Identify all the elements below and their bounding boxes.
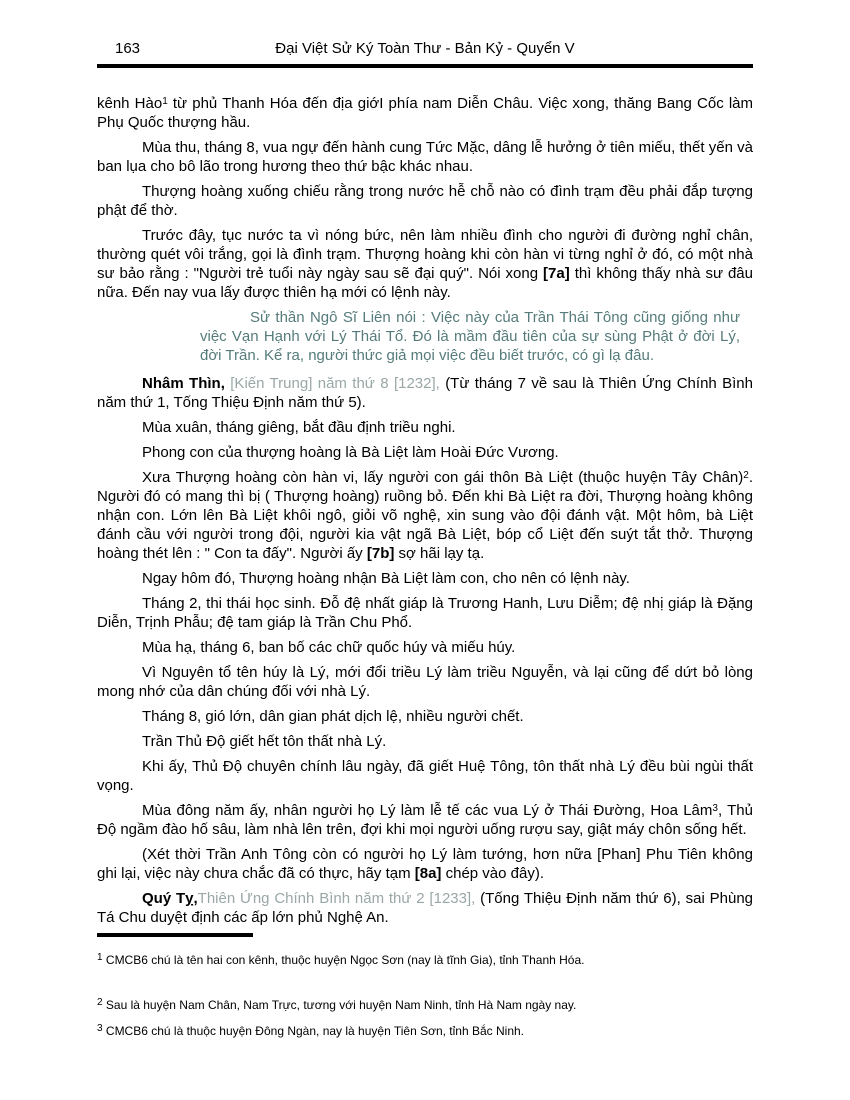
- footnote-text: Sau là huyện Nam Chân, Nam Trực, tương với huyện Nam Ninh, tỉnh Hà Nam ngày nay.: [102, 998, 577, 1012]
- text-segment: 1: [162, 96, 168, 107]
- text-segment: từ phủ Thanh Hóa đến địa giớI phía nam Diễn Châu. Việc xong, thăng Bang Cốc làm Phụ Quốc thượng hầu.: [97, 95, 753, 131]
- text-segment: Ngay hôm đó, Thượng hoàng nhận Bà Liệt làm con, cho nên có lệnh này.: [142, 570, 630, 587]
- text-segment: 3: [712, 803, 718, 814]
- paragraph: [97, 374, 753, 412]
- paragraph: [97, 757, 753, 795]
- footnote: [97, 953, 753, 968]
- text-segment: (Từ tháng 7 về sau là Thiên Ứng Chính Bình năm thứ 1, Tống Thiệu Định năm thứ 5).: [97, 375, 753, 411]
- text-segment: kênh Hào: [97, 95, 163, 112]
- paragraph: [97, 638, 753, 657]
- page-header: [97, 40, 753, 68]
- page-title: Đại Việt Sử Ký Toàn Thư - Bản Kỷ - Quyển V: [275, 40, 575, 57]
- text-segment: Nhâm Thìn,: [142, 375, 231, 392]
- text-segment: [Kiến Trung] năm thứ 8 [1232],: [230, 375, 446, 392]
- text-segment: [7a]: [543, 265, 570, 282]
- text-segment: Quý Tỵ,: [142, 890, 198, 907]
- text-segment: Thiên Ứng Chính Bình năm thứ 2 [1233],: [197, 890, 481, 907]
- footnote-marker: 3: [97, 1023, 103, 1034]
- text-segment: Xưa Thượng hoàng còn hàn vi, lấy người con gái thôn Bà Liệt (thuộc huyện Tây Chân): [142, 469, 744, 486]
- paragraph: [97, 418, 753, 437]
- text-segment: sợ hãi lạy tạ.: [394, 545, 485, 562]
- footnote: [97, 1024, 753, 1039]
- text-segment: Tháng 2, thi thái học sinh. Đỗ đệ nhất giáp là Trương Hanh, Lưu Diễm; đệ nhị giáp là Đặng Diễn, Trịnh Phẫu; đệ tam giáp là Trần Chu Phổ.: [97, 595, 753, 631]
- text-segment: Khi ấy, Thủ Độ chuyên chính lâu ngày, đã giết Huệ Tông, tôn thất nhà Lý đều bùi ngùi thất vọng.: [97, 758, 753, 794]
- text-segment: Mùa xuân, tháng giêng, bắt đầu định triều nghi.: [142, 419, 456, 436]
- text-segment: Tháng 8, gió lớn, dân gian phát dịch lệ, nhiều người chết.: [142, 708, 524, 725]
- paragraph: [97, 732, 753, 751]
- text-segment: thì không thấy nhà sư đâu nữa. Đến nay vua lấy được thiên hạ mới có lệnh này.: [97, 265, 753, 301]
- text-segment: Thượng hoàng xuống chiếu rằng trong nước hễ chỗ nào có đình trạm đều phải đắp tượng phật để thờ.: [97, 183, 753, 219]
- text-segment: [8a]: [414, 865, 442, 882]
- paragraph: [97, 443, 753, 462]
- paragraph: [97, 182, 753, 220]
- paragraph: [97, 468, 753, 563]
- paragraph: [97, 889, 753, 927]
- text-segment: . Người đó có mang thì bị ( Thượng hoàng) ruồng bỏ. Đến khi Bà Liệt ra đời, Thượng hoàng không nhận con. Lớn lên Bà Liệt khôi ngô, giỏi võ nghệ, xin sung vào đội đánh vật. Một hôm, bà Liệt đánh cầu với người trong đội, người kia vật ngã Bà Liệt, bóp cổ Liệt đến suýt tắt thở. Thượng hoàng thét lên : " Con ta đấy". Người ấy: [97, 469, 753, 562]
- text-segment: Phong con của thượng hoàng là Bà Liệt làm Hoài Đức Vương.: [142, 444, 559, 461]
- text-segment: (Tống Thiệu Định năm thứ 6), sai Phùng Tá Chu duyệt định các ấp lớn phủ Nghệ An.: [97, 890, 753, 926]
- footnote-divider: [97, 933, 253, 937]
- text-segment: Mùa đông năm ấy, nhân người họ Lý làm lễ tế các vua Lý ở Thái Đường, Hoa Lâm: [142, 802, 713, 819]
- paragraph: [97, 94, 753, 132]
- paragraph: [97, 663, 753, 701]
- footnote: [97, 998, 753, 1013]
- footnote-marker: 2: [97, 997, 103, 1008]
- footnotes-list: [97, 953, 753, 1039]
- text-segment: 2: [743, 470, 749, 481]
- document-body: [97, 94, 753, 933]
- text-segment: Sử thần Ngô Sĩ Liên nói : Việc này của Trần Thái Tông cũng giống như việc Vạn Hạnh với Lý Thái Tổ. Đó là mầm đầu tiên của sự sùng Phật ở đời Lý, đời Trần. Kể ra, người thức giả mọi việc đều biết trước, có gì lạ đâu.: [200, 309, 740, 364]
- page-number: 163: [115, 40, 141, 57]
- text-segment: chép vào đây).: [441, 865, 544, 882]
- footnote-marker: 1: [97, 952, 103, 963]
- footnote-text: CMCB6 chú là tên hai con kênh, thuộc huyện Ngọc Sơn (nay là tĩnh Gia), tỉnh Thanh Hóa.: [102, 953, 585, 967]
- text-segment: Vì Nguyên tổ tên húy là Lý, mới đổi triều Lý làm triều Nguyễn, và lại cũng để dứt bỏ lòng mong nhớ của dân chúng đối với nhà Lý.: [97, 664, 753, 700]
- paragraph: [97, 138, 753, 176]
- text-segment: Trước đây, tục nước ta vì nóng bức, nên làm nhiều đình cho người đi đường nghỉ chân, thường quét vôi trắng, gọi là đình trạm. Thượng hoàng khi còn hàn vi từng nghỉ ở đó, có một nhà sư bảo rằng : "Người trẻ tuổi này ngày sau sẽ đại quý". Nói xong: [97, 227, 753, 282]
- paragraph: [97, 845, 753, 883]
- paragraph: [97, 707, 753, 726]
- footnotes-section: [97, 933, 753, 1050]
- paragraph: [97, 569, 753, 588]
- text-segment: Trần Thủ Độ giết hết tôn thất nhà Lý.: [142, 733, 387, 750]
- text-segment: Mùa thu, tháng 8, vua ngự đến hành cung Tức Mặc, dâng lễ hưởng ở tiên miếu, thết yến và ban lụa cho bô lão trong hương theo thứ bậc khác nhau.: [97, 139, 753, 175]
- paragraph: [97, 801, 753, 839]
- text-segment: Mùa hạ, tháng 6, ban bố các chữ quốc húy và miếu húy.: [142, 639, 516, 656]
- footnote-text: CMCB6 chú là thuộc huyện Đông Ngàn, nay là huyện Tiên Sơn, tỉnh Bắc Ninh.: [102, 1024, 525, 1038]
- commentary-block: [200, 308, 740, 365]
- text-segment: [7b]: [366, 545, 395, 562]
- text-segment: (Xét thời Trần Anh Tông còn có người họ Lý làm tướng, hơn nữa [Phan] Phu Tiên không ghi lại, việc này chưa chắc đã có thực, hãy tạm: [97, 846, 753, 882]
- paragraph: [97, 226, 753, 302]
- paragraph: [97, 594, 753, 632]
- text-segment: , Thủ Độ ngầm đào hố sâu, làm nhà lên trên, đợi khi mọi người uống rượu say, giật máy chôn sống hết.: [97, 802, 753, 838]
